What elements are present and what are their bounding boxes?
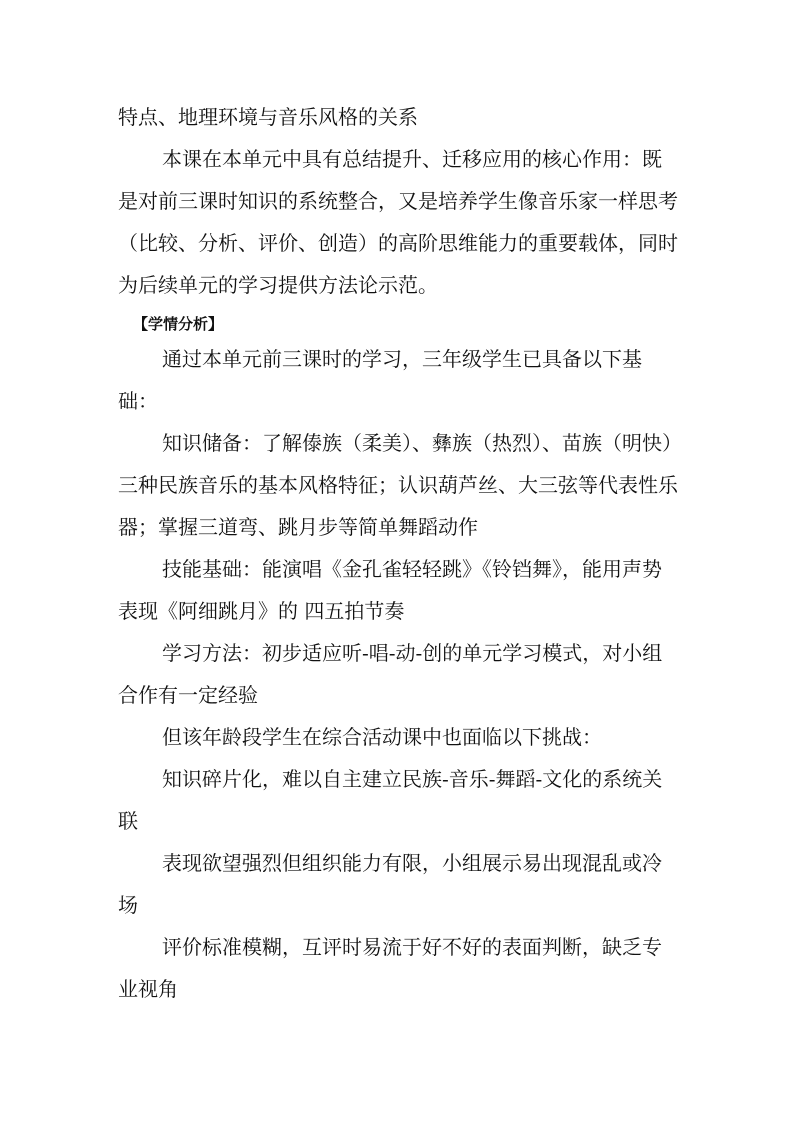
paragraph-challenges-intro: 但该年龄段学生在综合活动课中也面临以下挑战： — [162, 725, 602, 749]
paragraph-challenge-fragmented: 知识碎片化，难以自主建立民族-音乐-舞蹈-文化的系统关联 — [118, 767, 663, 833]
paragraph-learner-intro: 通过本单元前三课时的学习，三年级学生已具备以下基础： — [118, 347, 642, 413]
paragraph-learning-method: 学习方法：初步适应听-唱-动-创的单元学习模式，对小组合作有一定经验 — [118, 641, 663, 707]
paragraph-continuation: 特点、地理环境与音乐风格的关系 — [118, 105, 418, 129]
paragraph-challenge-organization: 表现欲望强烈但组织能力有限，小组展示易出现混乱或冷场 — [118, 851, 662, 917]
paragraph-challenge-evaluation: 评价标准模糊，互评时易流于好不好的表面判断，缺乏专业视角 — [118, 935, 662, 1001]
paragraph-skill-foundation: 技能基础：能演唱《金孔雀轻轻跳》《铃铛舞》，能用声势表现《阿细跳月》的 四五拍节奏 — [118, 557, 662, 623]
section-heading-learner-analysis: 【学情分析】 — [133, 315, 224, 333]
paragraph-knowledge-reserve: 知识储备：了解傣族（柔美）、彝族（热烈）、苗族（明快）三种民族音乐的基本风格特征；认识葫芦丝、大三弦等代表性乐器；掌握三道弯、跳月步等简单舞蹈动作 — [118, 431, 678, 539]
paragraph-lesson-role: 本课在本单元中具有总结提升、迁移应用的核心作用：既是对前三课时知识的系统整合，又是培养学生像音乐家一样思考（比较、分析、评价、创造）的高阶思维能力的重要载体，同时为后续单元的学习提供方法论示范。 — [118, 147, 678, 297]
